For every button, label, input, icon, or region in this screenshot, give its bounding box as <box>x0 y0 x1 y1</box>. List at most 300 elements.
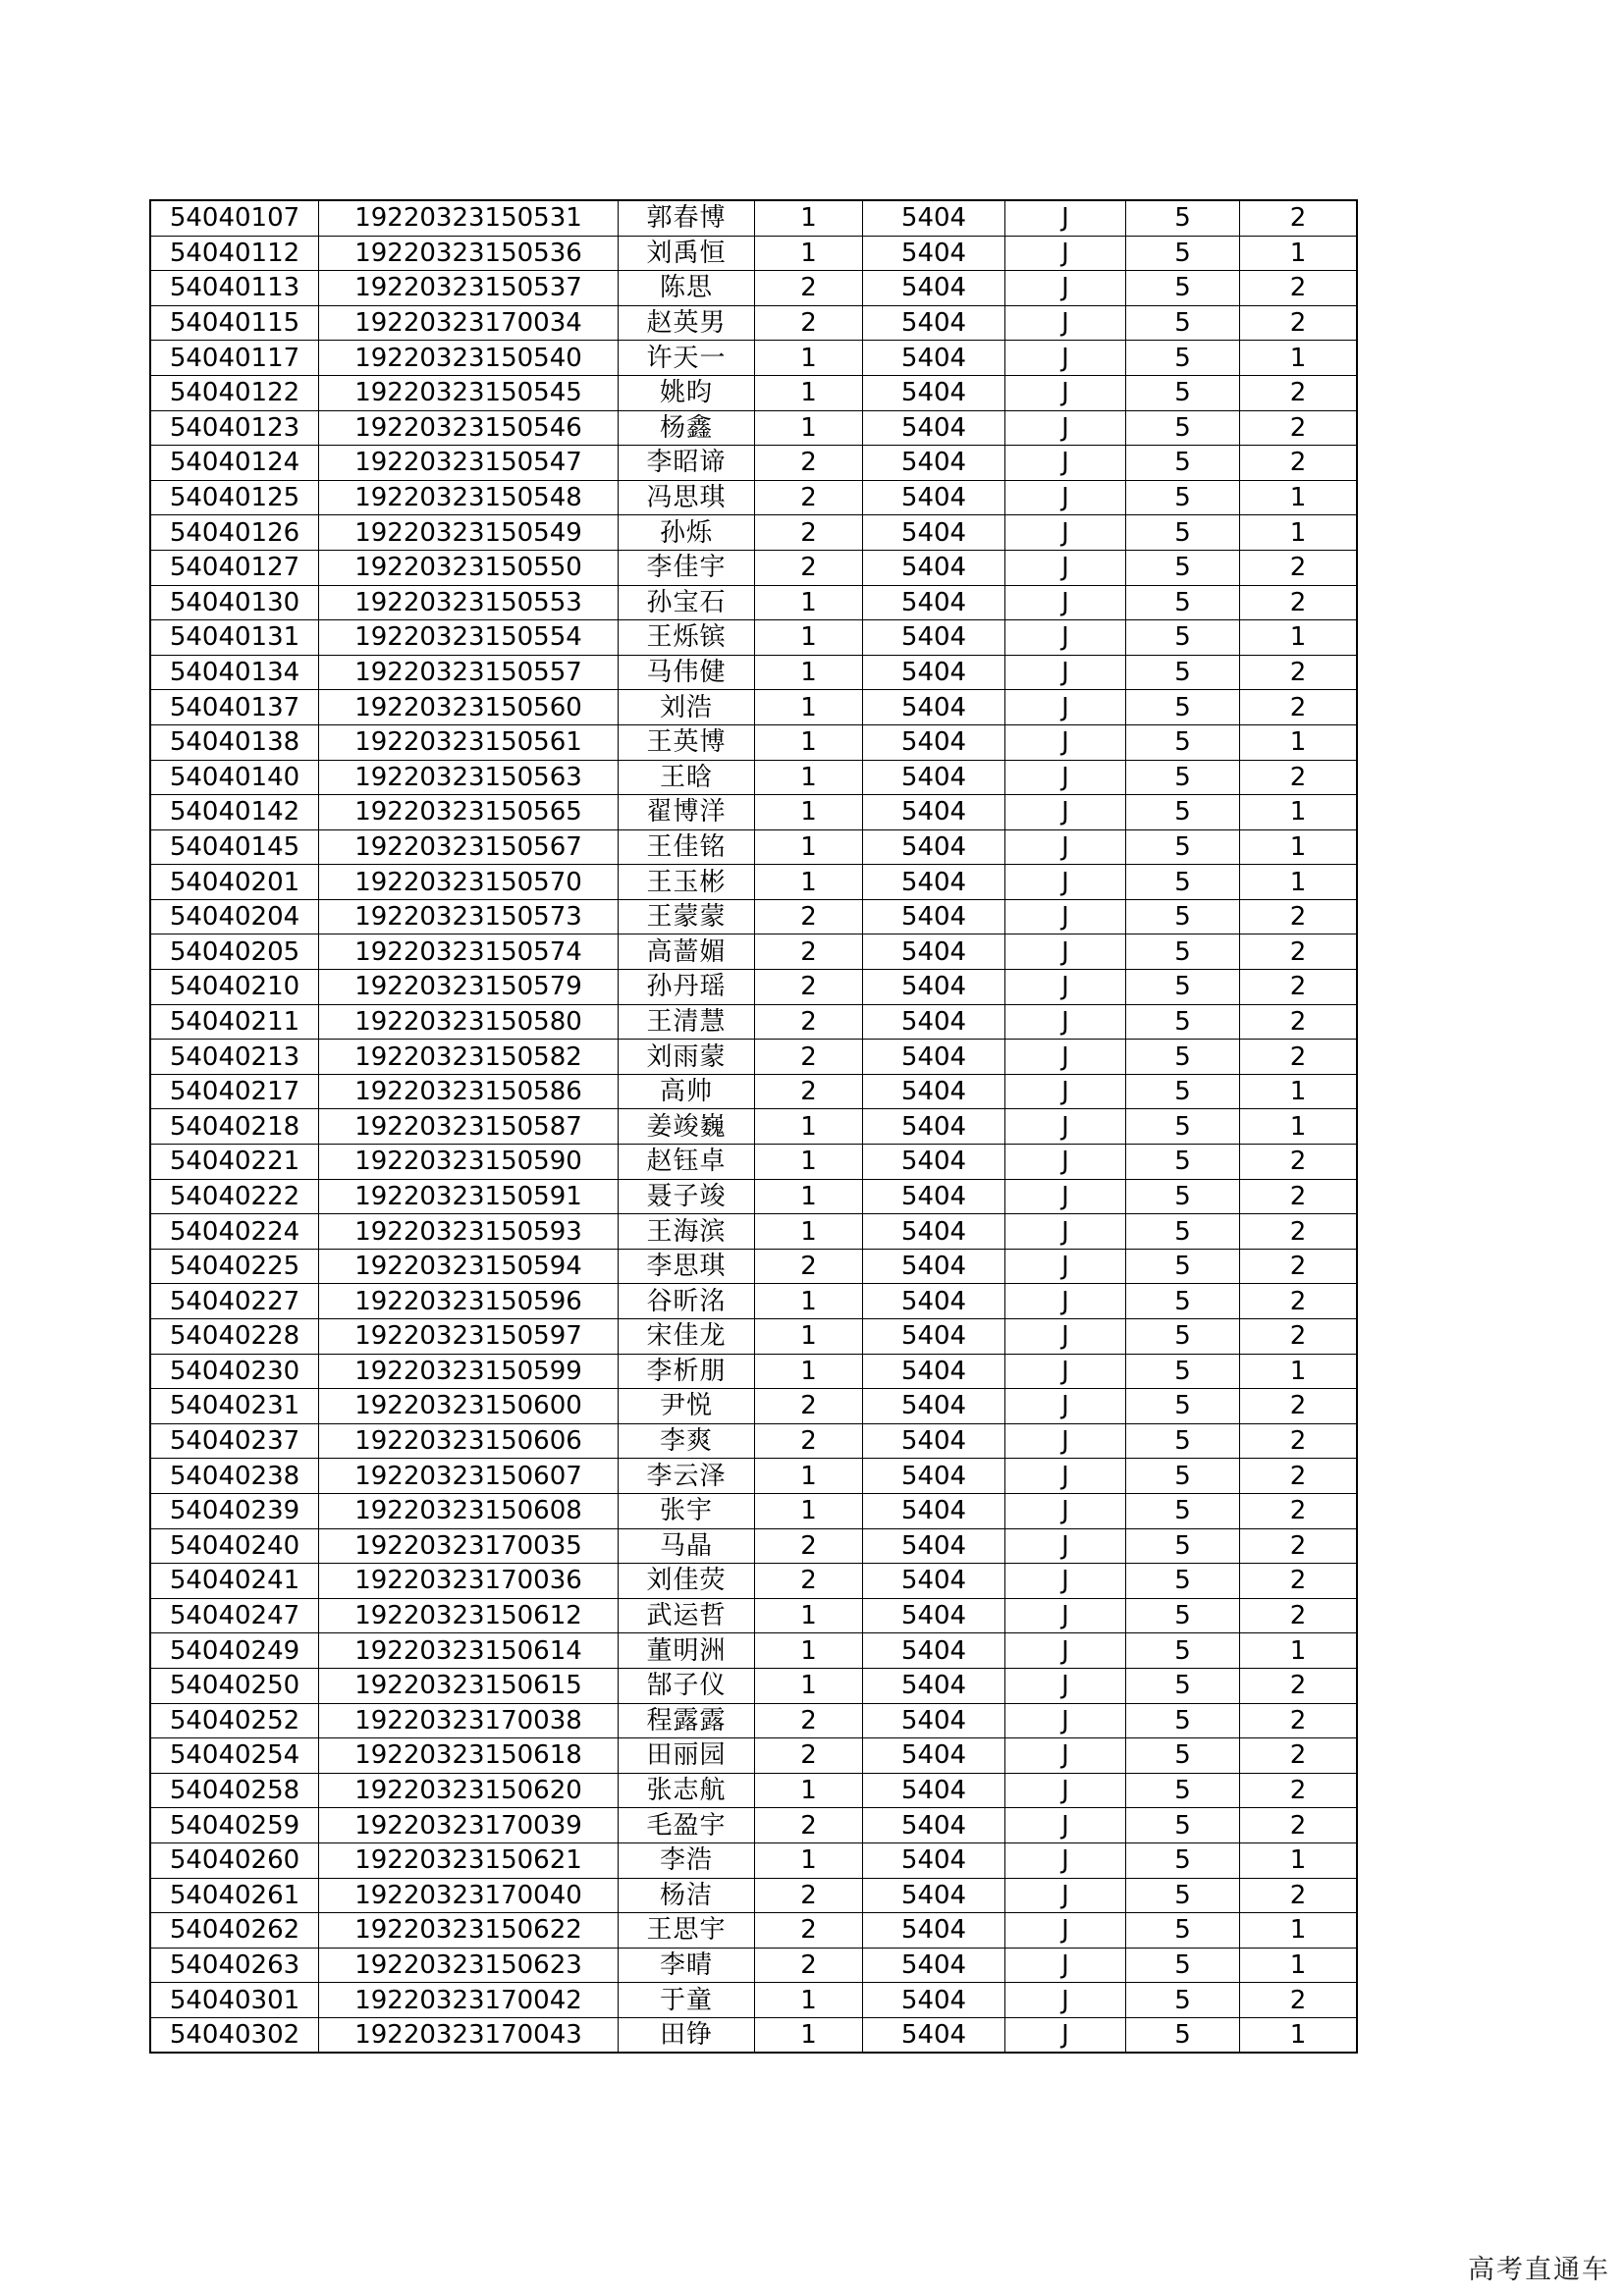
grade-cell: 5 <box>1126 690 1240 725</box>
gender-cell: 1 <box>755 1284 863 1319</box>
code-cell: 1 <box>1240 1354 1358 1389</box>
name-cell: 翟博洋 <box>619 795 755 830</box>
code-cell: 2 <box>1240 899 1358 934</box>
school-code-cell: 5404 <box>863 1878 1005 1913</box>
grade-cell: 5 <box>1126 970 1240 1005</box>
code-cell: 1 <box>1240 724 1358 760</box>
category-cell: J <box>1005 446 1126 481</box>
grade-cell: 5 <box>1126 480 1240 515</box>
name-cell: 聂子竣 <box>619 1179 755 1214</box>
registration-id-cell: 19220323150547 <box>319 446 619 481</box>
exam-number-cell: 54040302 <box>150 2017 319 2053</box>
school-code-cell: 5404 <box>863 236 1005 271</box>
gender-cell: 1 <box>755 200 863 236</box>
registration-id-cell: 19220323150615 <box>319 1668 619 1703</box>
table-row <box>150 1074 1357 1109</box>
school-code-cell: 5404 <box>863 480 1005 515</box>
gender-cell: 2 <box>755 1703 863 1738</box>
gender-cell: 1 <box>755 1598 863 1633</box>
code-cell: 2 <box>1240 305 1358 341</box>
category-cell: J <box>1005 1668 1126 1703</box>
exam-number-cell: 54040217 <box>150 1074 319 1109</box>
code-cell: 2 <box>1240 1493 1358 1528</box>
category-cell: J <box>1005 1004 1126 1040</box>
table-row <box>150 1842 1357 1878</box>
gender-cell: 2 <box>755 1808 863 1843</box>
category-cell: J <box>1005 1738 1126 1774</box>
table-row <box>150 1145 1357 1180</box>
name-cell: 刘雨蒙 <box>619 1040 755 1075</box>
grade-cell: 5 <box>1126 1214 1240 1250</box>
grade-cell: 5 <box>1126 1459 1240 1494</box>
exam-number-cell: 54040259 <box>150 1808 319 1843</box>
code-cell: 1 <box>1240 1633 1358 1669</box>
exam-number-cell: 54040145 <box>150 829 319 865</box>
grade-cell: 5 <box>1126 899 1240 934</box>
exam-number-cell: 54040130 <box>150 585 319 620</box>
table-row <box>150 236 1357 271</box>
registration-id-cell: 19220323150537 <box>319 271 619 306</box>
category-cell: J <box>1005 1214 1126 1250</box>
code-cell: 2 <box>1240 1564 1358 1599</box>
code-cell: 2 <box>1240 1389 1358 1424</box>
grade-cell: 5 <box>1126 1878 1240 1913</box>
code-cell: 1 <box>1240 341 1358 376</box>
table-row <box>150 1493 1357 1528</box>
category-cell: J <box>1005 1598 1126 1633</box>
table-row <box>150 1459 1357 1494</box>
registration-id-cell: 19220323150608 <box>319 1493 619 1528</box>
grade-cell: 5 <box>1126 1145 1240 1180</box>
category-cell: J <box>1005 1948 1126 1983</box>
gender-cell: 1 <box>755 1179 863 1214</box>
grade-cell: 5 <box>1126 236 1240 271</box>
table-row <box>150 271 1357 306</box>
code-cell: 2 <box>1240 1459 1358 1494</box>
table-row <box>150 515 1357 551</box>
name-cell: 宋佳龙 <box>619 1319 755 1355</box>
registration-id-cell: 19220323150621 <box>319 1842 619 1878</box>
registration-id-cell: 19220323150570 <box>319 865 619 900</box>
table-row <box>150 690 1357 725</box>
name-cell: 许天一 <box>619 341 755 376</box>
category-cell: J <box>1005 1564 1126 1599</box>
registration-id-cell: 19220323150580 <box>319 1004 619 1040</box>
name-cell: 王玉彬 <box>619 865 755 900</box>
school-code-cell: 5404 <box>863 341 1005 376</box>
registration-id-cell: 19220323150587 <box>319 1109 619 1145</box>
name-cell: 王佳铭 <box>619 829 755 865</box>
exam-number-cell: 54040239 <box>150 1493 319 1528</box>
category-cell: J <box>1005 865 1126 900</box>
table-row <box>150 934 1357 970</box>
gender-cell: 1 <box>755 1668 863 1703</box>
category-cell: J <box>1005 1319 1126 1355</box>
registration-id-cell: 19220323150623 <box>319 1948 619 1983</box>
exam-number-cell: 54040231 <box>150 1389 319 1424</box>
table-row <box>150 1319 1357 1355</box>
exam-number-cell: 54040137 <box>150 690 319 725</box>
code-cell: 1 <box>1240 236 1358 271</box>
school-code-cell: 5404 <box>863 1738 1005 1774</box>
school-code-cell: 5404 <box>863 200 1005 236</box>
grade-cell: 5 <box>1126 1668 1240 1703</box>
table-row <box>150 1948 1357 1983</box>
registration-id-cell: 19220323150553 <box>319 585 619 620</box>
gender-cell: 2 <box>755 1004 863 1040</box>
table-row <box>150 410 1357 446</box>
code-cell: 2 <box>1240 1738 1358 1774</box>
grade-cell: 5 <box>1126 795 1240 830</box>
exam-number-cell: 54040211 <box>150 1004 319 1040</box>
school-code-cell: 5404 <box>863 1668 1005 1703</box>
registration-id-cell: 19220323150545 <box>319 375 619 410</box>
gender-cell: 1 <box>755 585 863 620</box>
exam-number-cell: 54040262 <box>150 1913 319 1949</box>
code-cell: 1 <box>1240 480 1358 515</box>
gender-cell: 1 <box>755 2017 863 2053</box>
registration-id-cell: 19220323150593 <box>319 1214 619 1250</box>
registration-id-cell: 19220323150612 <box>319 1598 619 1633</box>
table-row <box>150 1004 1357 1040</box>
grade-cell: 5 <box>1126 585 1240 620</box>
school-code-cell: 5404 <box>863 1493 1005 1528</box>
exam-number-cell: 54040112 <box>150 236 319 271</box>
school-code-cell: 5404 <box>863 1983 1005 2018</box>
grade-cell: 5 <box>1126 341 1240 376</box>
registration-id-cell: 19220323150597 <box>319 1319 619 1355</box>
grade-cell: 5 <box>1126 1773 1240 1808</box>
grade-cell: 5 <box>1126 1423 1240 1459</box>
grade-cell: 5 <box>1126 271 1240 306</box>
table-row <box>150 795 1357 830</box>
gender-cell: 1 <box>755 375 863 410</box>
table-row <box>150 899 1357 934</box>
registration-id-cell: 19220323170042 <box>319 1983 619 2018</box>
code-cell: 1 <box>1240 1913 1358 1949</box>
gender-cell: 2 <box>755 305 863 341</box>
code-cell: 2 <box>1240 1598 1358 1633</box>
table-row <box>150 1808 1357 1843</box>
grade-cell: 5 <box>1126 550 1240 585</box>
code-cell: 2 <box>1240 760 1358 795</box>
code-cell: 1 <box>1240 620 1358 656</box>
grade-cell: 5 <box>1126 375 1240 410</box>
exam-number-cell: 54040228 <box>150 1319 319 1355</box>
name-cell: 姜竣巍 <box>619 1109 755 1145</box>
table-row <box>150 1703 1357 1738</box>
exam-number-cell: 54040254 <box>150 1738 319 1774</box>
category-cell: J <box>1005 375 1126 410</box>
gender-cell: 1 <box>755 865 863 900</box>
table-row <box>150 585 1357 620</box>
school-code-cell: 5404 <box>863 1214 1005 1250</box>
code-cell: 2 <box>1240 1145 1358 1180</box>
grade-cell: 5 <box>1126 1493 1240 1528</box>
school-code-cell: 5404 <box>863 1319 1005 1355</box>
name-cell: 刘禹恒 <box>619 236 755 271</box>
code-cell: 2 <box>1240 550 1358 585</box>
category-cell: J <box>1005 795 1126 830</box>
school-code-cell: 5404 <box>863 1284 1005 1319</box>
registration-id-cell: 19220323150622 <box>319 1913 619 1949</box>
school-code-cell: 5404 <box>863 934 1005 970</box>
name-cell: 于童 <box>619 1983 755 2018</box>
code-cell: 1 <box>1240 1948 1358 1983</box>
school-code-cell: 5404 <box>863 2017 1005 2053</box>
grade-cell: 5 <box>1126 1738 1240 1774</box>
category-cell: J <box>1005 1983 1126 2018</box>
registration-id-cell: 19220323170038 <box>319 1703 619 1738</box>
name-cell: 武运哲 <box>619 1598 755 1633</box>
code-cell: 2 <box>1240 655 1358 690</box>
name-cell: 李思琪 <box>619 1249 755 1284</box>
name-cell: 王蒙蒙 <box>619 899 755 934</box>
registration-id-cell: 19220323170043 <box>319 2017 619 2053</box>
category-cell: J <box>1005 1179 1126 1214</box>
school-code-cell: 5404 <box>863 690 1005 725</box>
category-cell: J <box>1005 724 1126 760</box>
registration-id-cell: 19220323150531 <box>319 200 619 236</box>
table-row <box>150 305 1357 341</box>
gender-cell: 2 <box>755 1738 863 1774</box>
category-cell: J <box>1005 899 1126 934</box>
category-cell: J <box>1005 1040 1126 1075</box>
table-body <box>150 200 1357 2053</box>
registration-id-cell: 19220323150614 <box>319 1633 619 1669</box>
registration-id-cell: 19220323150546 <box>319 410 619 446</box>
code-cell: 2 <box>1240 585 1358 620</box>
grade-cell: 5 <box>1126 1564 1240 1599</box>
name-cell: 刘浩 <box>619 690 755 725</box>
grade-cell: 5 <box>1126 1633 1240 1669</box>
code-cell: 1 <box>1240 829 1358 865</box>
category-cell: J <box>1005 934 1126 970</box>
table-row <box>150 1040 1357 1075</box>
registration-id-cell: 19220323150549 <box>319 515 619 551</box>
table-row <box>150 865 1357 900</box>
name-cell: 王晗 <box>619 760 755 795</box>
name-cell: 王思宇 <box>619 1913 755 1949</box>
school-code-cell: 5404 <box>863 620 1005 656</box>
category-cell: J <box>1005 760 1126 795</box>
category-cell: J <box>1005 1423 1126 1459</box>
name-cell: 杨洁 <box>619 1878 755 1913</box>
school-code-cell: 5404 <box>863 1109 1005 1145</box>
name-cell: 谷昕洺 <box>619 1284 755 1319</box>
gender-cell: 1 <box>755 1633 863 1669</box>
registration-id-cell: 19220323170039 <box>319 1808 619 1843</box>
table-row <box>150 655 1357 690</box>
table-row <box>150 1214 1357 1250</box>
table-row <box>150 724 1357 760</box>
category-cell: J <box>1005 1145 1126 1180</box>
name-cell: 姚昀 <box>619 375 755 410</box>
name-cell: 张志航 <box>619 1773 755 1808</box>
table-row <box>150 970 1357 1005</box>
name-cell: 马晶 <box>619 1528 755 1564</box>
name-cell: 李昭谛 <box>619 446 755 481</box>
gender-cell: 1 <box>755 410 863 446</box>
code-cell: 2 <box>1240 970 1358 1005</box>
grade-cell: 5 <box>1126 1703 1240 1738</box>
exam-number-cell: 54040301 <box>150 1983 319 2018</box>
category-cell: J <box>1005 1633 1126 1669</box>
grade-cell: 5 <box>1126 305 1240 341</box>
registration-id-cell: 19220323150548 <box>319 480 619 515</box>
gender-cell: 2 <box>755 550 863 585</box>
name-cell: 杨鑫 <box>619 410 755 446</box>
exam-number-cell: 54040241 <box>150 1564 319 1599</box>
name-cell: 王烁镔 <box>619 620 755 656</box>
gender-cell: 1 <box>755 620 863 656</box>
grade-cell: 5 <box>1126 1179 1240 1214</box>
table-row <box>150 1249 1357 1284</box>
registration-id-cell: 19220323150600 <box>319 1389 619 1424</box>
code-cell: 2 <box>1240 1249 1358 1284</box>
table-row <box>150 550 1357 585</box>
watermark-text: 高考直通车 <box>1468 2255 1610 2285</box>
exam-number-cell: 54040224 <box>150 1214 319 1250</box>
code-cell: 1 <box>1240 1074 1358 1109</box>
school-code-cell: 5404 <box>863 446 1005 481</box>
gender-cell: 1 <box>755 236 863 271</box>
table-row <box>150 1878 1357 1913</box>
grade-cell: 5 <box>1126 1074 1240 1109</box>
name-cell: 郜子仪 <box>619 1668 755 1703</box>
exam-number-cell: 54040252 <box>150 1703 319 1738</box>
name-cell: 李浩 <box>619 1842 755 1878</box>
exam-number-cell: 54040225 <box>150 1249 319 1284</box>
school-code-cell: 5404 <box>863 1179 1005 1214</box>
school-code-cell: 5404 <box>863 1459 1005 1494</box>
exam-number-cell: 54040127 <box>150 550 319 585</box>
name-cell: 高蔷媚 <box>619 934 755 970</box>
grade-cell: 5 <box>1126 1354 1240 1389</box>
table-row <box>150 375 1357 410</box>
grade-cell: 5 <box>1126 1319 1240 1355</box>
registration-id-cell: 19220323150554 <box>319 620 619 656</box>
exam-number-cell: 54040107 <box>150 200 319 236</box>
code-cell: 1 <box>1240 2017 1358 2053</box>
registration-id-cell: 19220323170036 <box>319 1564 619 1599</box>
registration-id-cell: 19220323150579 <box>319 970 619 1005</box>
registration-id-cell: 19220323150536 <box>319 236 619 271</box>
category-cell: J <box>1005 341 1126 376</box>
grade-cell: 5 <box>1126 1109 1240 1145</box>
school-code-cell: 5404 <box>863 375 1005 410</box>
category-cell: J <box>1005 1842 1126 1878</box>
table-row <box>150 760 1357 795</box>
gender-cell: 1 <box>755 795 863 830</box>
category-cell: J <box>1005 1528 1126 1564</box>
gender-cell: 2 <box>755 515 863 551</box>
code-cell: 1 <box>1240 865 1358 900</box>
gender-cell: 1 <box>755 341 863 376</box>
registration-id-cell: 19220323150620 <box>319 1773 619 1808</box>
category-cell: J <box>1005 970 1126 1005</box>
gender-cell: 2 <box>755 1878 863 1913</box>
grade-cell: 5 <box>1126 1004 1240 1040</box>
registration-id-cell: 19220323150599 <box>319 1354 619 1389</box>
gender-cell: 1 <box>755 1354 863 1389</box>
exam-number-cell: 54040131 <box>150 620 319 656</box>
code-cell: 1 <box>1240 1109 1358 1145</box>
school-code-cell: 5404 <box>863 829 1005 865</box>
category-cell: J <box>1005 550 1126 585</box>
school-code-cell: 5404 <box>863 550 1005 585</box>
category-cell: J <box>1005 655 1126 690</box>
gender-cell: 2 <box>755 1423 863 1459</box>
code-cell: 2 <box>1240 1878 1358 1913</box>
name-cell: 孙丹瑶 <box>619 970 755 1005</box>
grade-cell: 5 <box>1126 446 1240 481</box>
table-row <box>150 341 1357 376</box>
registration-id-cell: 19220323150560 <box>319 690 619 725</box>
exam-number-cell: 54040247 <box>150 1598 319 1633</box>
school-code-cell: 5404 <box>863 1773 1005 1808</box>
category-cell: J <box>1005 1284 1126 1319</box>
registration-id-cell: 19220323150586 <box>319 1074 619 1109</box>
code-cell: 2 <box>1240 1668 1358 1703</box>
exam-number-cell: 54040115 <box>150 305 319 341</box>
name-cell: 田丽园 <box>619 1738 755 1774</box>
registration-id-cell: 19220323150574 <box>319 934 619 970</box>
registration-id-cell: 19220323150550 <box>319 550 619 585</box>
school-code-cell: 5404 <box>863 970 1005 1005</box>
grade-cell: 5 <box>1126 515 1240 551</box>
category-cell: J <box>1005 515 1126 551</box>
grade-cell: 5 <box>1126 1983 1240 2018</box>
registration-id-cell: 19220323150606 <box>319 1423 619 1459</box>
exam-number-cell: 54040205 <box>150 934 319 970</box>
registration-id-cell: 19220323150607 <box>319 1459 619 1494</box>
gender-cell: 1 <box>755 1109 863 1145</box>
category-cell: J <box>1005 200 1126 236</box>
school-code-cell: 5404 <box>863 795 1005 830</box>
name-cell: 马伟健 <box>619 655 755 690</box>
grade-cell: 5 <box>1126 1948 1240 1983</box>
exam-number-cell: 54040210 <box>150 970 319 1005</box>
gender-cell: 1 <box>755 1842 863 1878</box>
exam-number-cell: 54040237 <box>150 1423 319 1459</box>
exam-number-cell: 54040134 <box>150 655 319 690</box>
code-cell: 1 <box>1240 795 1358 830</box>
table-row <box>150 1389 1357 1424</box>
code-cell: 2 <box>1240 1528 1358 1564</box>
name-cell: 尹悦 <box>619 1389 755 1424</box>
grade-cell: 5 <box>1126 760 1240 795</box>
gender-cell: 2 <box>755 970 863 1005</box>
school-code-cell: 5404 <box>863 1528 1005 1564</box>
exam-number-cell: 54040142 <box>150 795 319 830</box>
code-cell: 2 <box>1240 1983 1358 2018</box>
code-cell: 2 <box>1240 1179 1358 1214</box>
code-cell: 2 <box>1240 1040 1358 1075</box>
table-row <box>150 1738 1357 1774</box>
name-cell: 董明洲 <box>619 1633 755 1669</box>
category-cell: J <box>1005 1389 1126 1424</box>
grade-cell: 5 <box>1126 865 1240 900</box>
grade-cell: 5 <box>1126 620 1240 656</box>
name-cell: 王英博 <box>619 724 755 760</box>
gender-cell: 2 <box>755 1528 863 1564</box>
school-code-cell: 5404 <box>863 305 1005 341</box>
code-cell: 2 <box>1240 1423 1358 1459</box>
school-code-cell: 5404 <box>863 1633 1005 1669</box>
exam-number-cell: 54040201 <box>150 865 319 900</box>
school-code-cell: 5404 <box>863 1808 1005 1843</box>
